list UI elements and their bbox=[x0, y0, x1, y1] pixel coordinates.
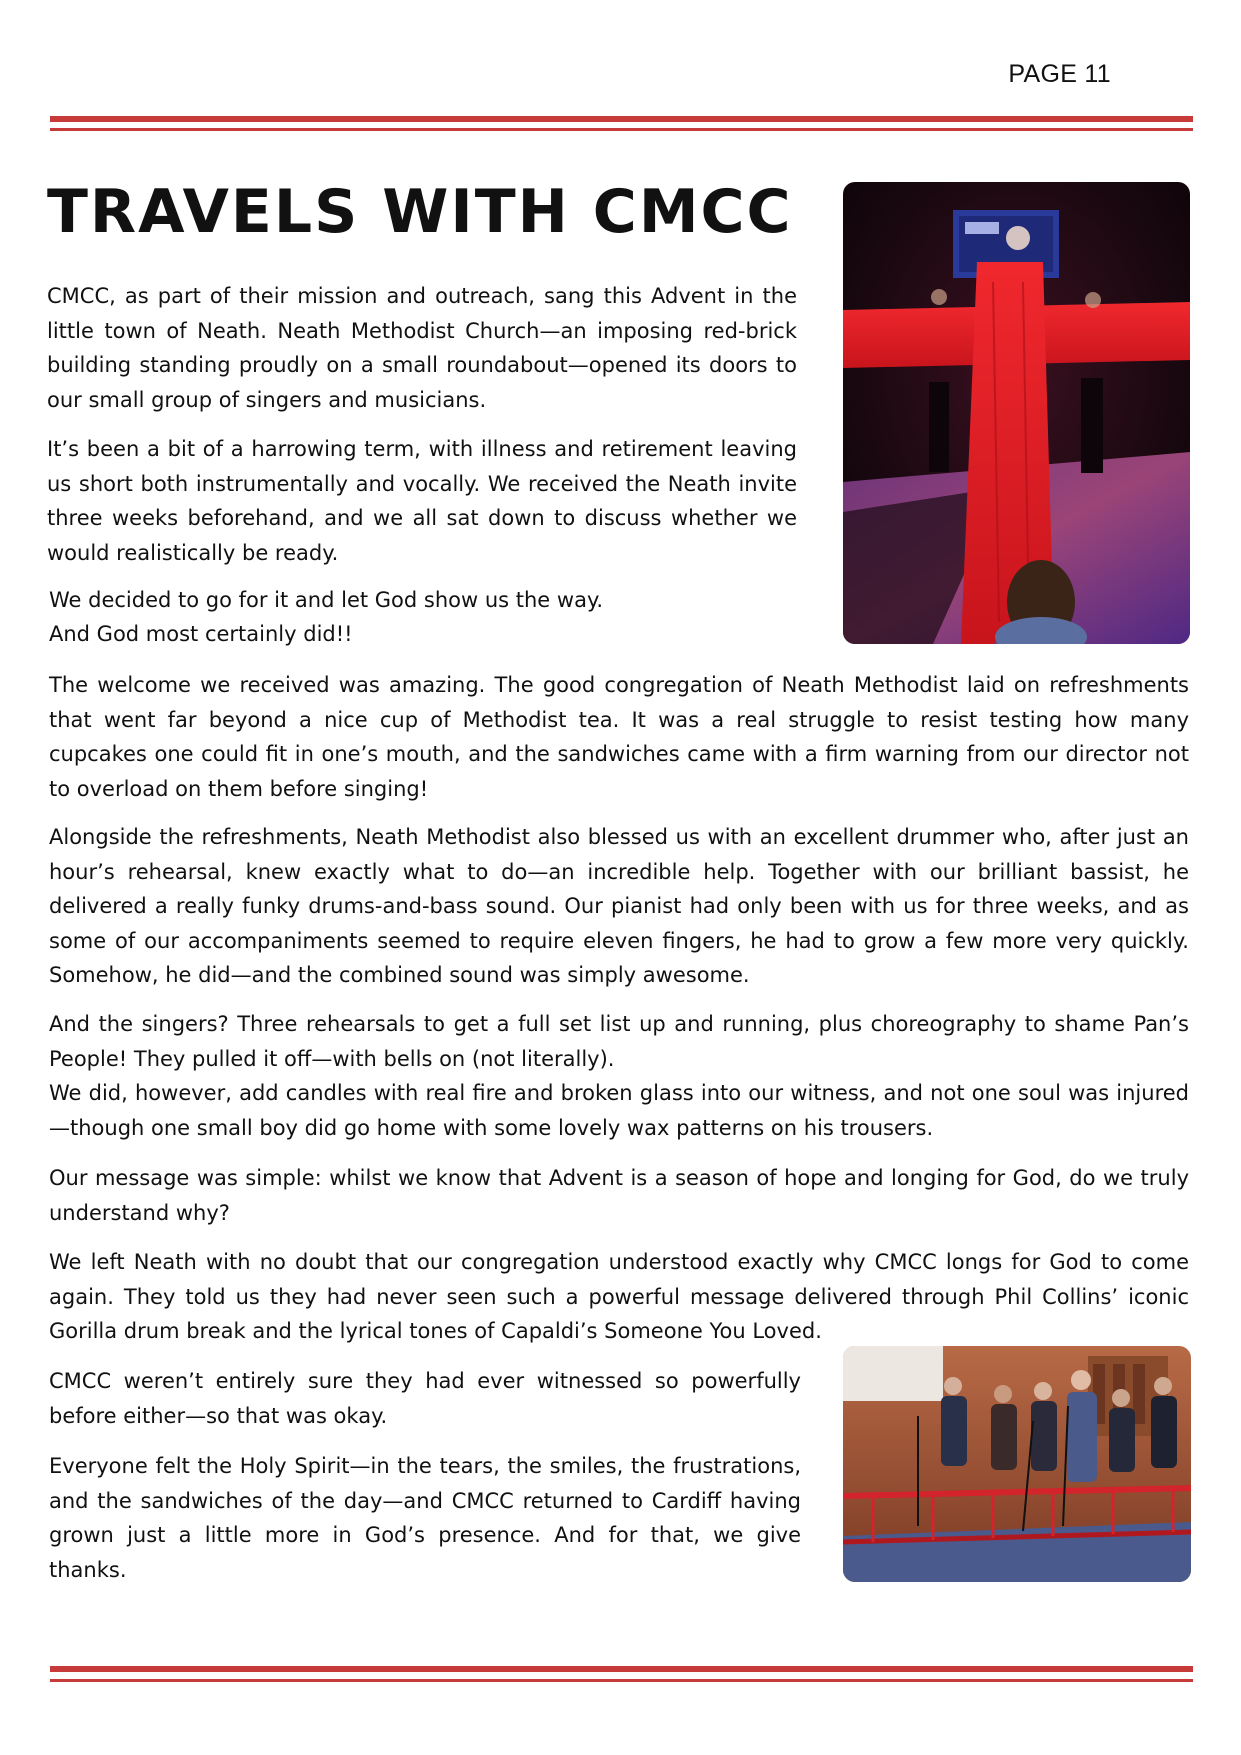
paragraph-intro: CMCC, as part of their mission and outreach, sang this Advent in the little town of Neath. Neath Methodist Church—an imposing red-brick building standing proudly on a small roundabout—opened its doors to our small group of singers and musicians. bbox=[47, 284, 797, 412]
photo-red-cross-image bbox=[843, 182, 1190, 644]
footer-rule-top bbox=[50, 1666, 1193, 1672]
photo-choir-stage bbox=[843, 1346, 1191, 1582]
paragraph-decided-1: We decided to go for it and let God show us the way. bbox=[49, 588, 604, 612]
paragraph-witnessed: CMCC weren’t entirely sure they had ever witnessed so powerfully before either—so that was okay. bbox=[49, 1369, 801, 1428]
paragraph-message: Our message was simple: whilst we know that Advent is a season of hope and longing for God, do we truly understand why? bbox=[49, 1166, 1189, 1225]
header-rule-bottom bbox=[50, 128, 1193, 131]
paragraph-candles: We did, however, add candles with real fire and broken glass into our witness, and not one soul was injured—though one small boy did go home with some lovely wax patterns on his trousers. bbox=[49, 1081, 1189, 1140]
paragraph-left-neath: We left Neath with no doubt that our congregation understood exactly why CMCC longs for God to come again. They told us they had never seen such a powerful message delivered through Phil Collins’ iconic Gorilla drum break and the lyrical tones of Capaldi’s Someone You Loved. bbox=[49, 1250, 1189, 1343]
paragraph-harrowing: It’s been a bit of a harrowing term, with illness and retirement leaving us short both instrumentally and vocally. We received the Neath invite three weeks beforehand, and we all sat down to discuss whether we would realistically be ready. bbox=[47, 437, 797, 565]
paragraph-drummer: Alongside the refreshments, Neath Methodist also blessed us with an excellent drummer who, after just an hour’s rehearsal, knew exactly what to do—an incredible help. Together with our brilliant bassist, he delivered a really funky drums-and-bass sound. Our pianist had only been with us for three weeks, and as some of our accompaniments seemed to require eleven fingers, he had to grow a few more very quickly. Somehow, he did—and the combined sound was simply awesome. bbox=[49, 825, 1189, 987]
header-rule-top bbox=[50, 116, 1193, 122]
paragraph-spirit: Everyone felt the Holy Spirit—in the tears, the smiles, the frustrations, and the sandwiches of the day—and CMCC returned to Cardiff having grown just a little more in God’s presence. And for that, we give thanks. bbox=[49, 1454, 801, 1582]
page-number: PAGE 11 bbox=[1008, 60, 1111, 88]
paragraph-singers: And the singers? Three rehearsals to get a full set list up and running, plus choreography to shame Pan’s People! They pulled it off—with bells on (not literally). bbox=[49, 1012, 1189, 1071]
article-title: TRAVELS WITH CMCC bbox=[47, 177, 793, 247]
photo-red-cross bbox=[843, 182, 1190, 644]
photo-choir-stage-image bbox=[843, 1346, 1191, 1582]
paragraph-decided-2: And God most certainly did!! bbox=[49, 622, 353, 646]
paragraph-welcome: The welcome we received was amazing. The good congregation of Neath Methodist laid on refreshments that went far beyond a nice cup of Methodist tea. It was a real struggle to resist testing how many cupcakes one could fit in one’s mouth, and the sandwiches came with a firm warning from our director not to overload on them before singing! bbox=[49, 673, 1189, 801]
footer-rule-bottom bbox=[50, 1679, 1193, 1682]
